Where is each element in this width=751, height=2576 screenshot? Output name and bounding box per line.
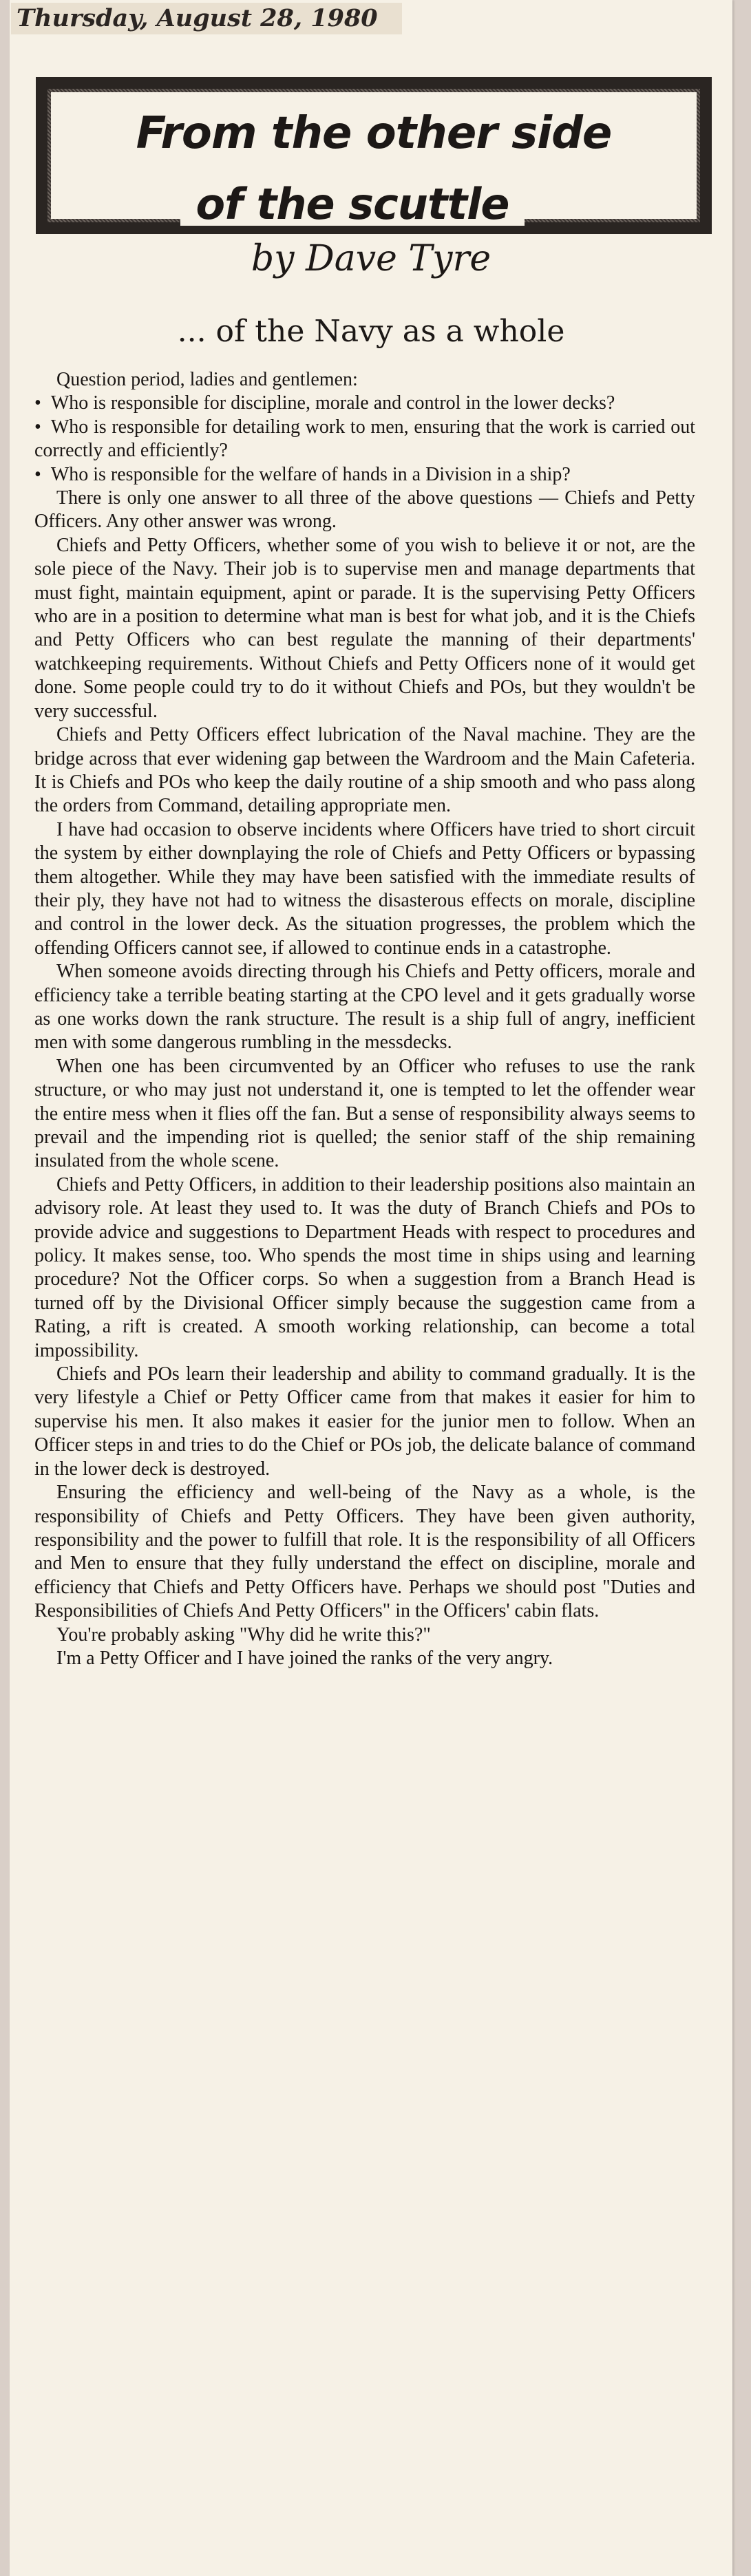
dateline: Thursday, August 28, 1980 <box>11 3 402 34</box>
body-paragraph: When someone avoids directing through his Chiefs and Petty officers, morale and efficiency take a terrible beating starting at the CPO level and it gets gradually worse as one works down the rank structure. The result is a ship full of angry, inefficient men with some dangerous rumbling in the messdecks. <box>34 961 695 1054</box>
body-paragraph: Chiefs and Petty Officers, in addition to their leadership positions also maintain an advisory role. At least they used to. It was the duty of Branch Chiefs and POs to provide advice and suggestions to Department Heads with respect to procedures and policy. It makes sense, too. Who spends the most time in ships using and learning procedure? Not the Officer corps. So when a suggestion from a Branch Head is turned off by the Divisional Officer simply because the suggestion came from a Rating, a rift is created. A smooth working relationship, can become a total impossibility. <box>34 1173 695 1361</box>
bullet-icon: • <box>34 463 41 485</box>
question-text: Who is responsible for the welfare of hands in a Division in a ship? <box>50 463 571 485</box>
byline: by Dave Tyre <box>251 238 491 279</box>
question-text: Who is responsible for detailing work to men, ensuring that the work is carried out correctly and efficiently? <box>34 416 695 462</box>
intro-paragraph: Question period, ladies and gentlemen: <box>56 369 358 390</box>
body-paragraph: You're probably asking "Why did he write this?" <box>56 1624 431 1646</box>
body-paragraph: Chiefs and Petty Officers effect lubrication of the Naval machine. They are the bridge across that ever widening gap between the Wardroom and the Main Cafeteria. It is Chiefs and POs who keep the daily routine of a ship smooth and who pass along the orders from Command, detailing appropriate men. <box>34 724 695 817</box>
newspaper-clipping <box>10 0 732 2576</box>
question-item <box>34 416 695 463</box>
question-item <box>34 392 695 415</box>
body-paragraph: There is only one answer to all three of the above questions — Chiefs and Petty Officers. Any other answer was wrong. <box>34 487 695 533</box>
question-item <box>34 463 695 487</box>
body-paragraph: Ensuring the efficiency and well-being of the Navy as a whole, is the responsibility of Chiefs and Petty Officers. They have been given authority, responsibility and the power to fulfill that role. It is the responsibility of all Officers and Men to ensure that they fully understand the effect on discipline, morale and efficiency that Chiefs and Petty Officers have. Perhaps we should post "Duties and Responsibilities of Chiefs And Petty Officers" in the Officers' cabin flats. <box>34 1482 695 1622</box>
body-paragraph: Chiefs and POs learn their leadership and ability to command gradually. It is the very lifestyle a Chief or Petty Officer came from that makes it easier for him to supervise his men. It also makes it easier for the junior men to follow. When an Officer steps in and tries to do the Chief or POs job, the delicate balance of command in the lower deck is destroyed. <box>34 1363 695 1480</box>
body-paragraph: When one has been circumvented by an Officer who refuses to use the rank structure, or who may just not understand it, one is tempted to let the offender wear the entire mess when it flies off the fan. But a sense of responsibility always seems to prevail and the impending riot is quelled; the senior staff of the ship remaining insulated from the whole scene. <box>34 1055 695 1172</box>
bullet-icon: • <box>34 416 41 438</box>
body-paragraph: Chiefs and Petty Officers, whether some of you wish to believe it or not, are the sole piece of the Navy. Their job is to supervise men and manage departments that must fight, maintain equipment, apint or parade. It is the supervising Petty Officers who are in a position to determine what man is best for what job, and it is the Chiefs and Petty Officers who can best regulate the manning of their departments' watchkeeping requirements. Without Chiefs and Petty Officers none of it would get done. Some people could try to do it without Chiefs and POs, but they wouldn't be very successful. <box>34 534 695 722</box>
article-body <box>34 368 695 1670</box>
question-text: Who is responsible for discipline, morale and control in the lower decks? <box>50 392 615 414</box>
column-title-line-1: From the other side <box>136 108 612 159</box>
body-paragraph: I have had occasion to observe incidents where Officers have tried to short circuit the system by either downplaying the role of Chiefs and Petty Officers or bypassing them altogether. While they may have been satisfied with the immediate results of their ply, they have not had to witness the disasterous effects on morale, discipline and control in the lower deck. As the situation progresses, the problem which the offending Officers cannot see, if allowed to continue ends in a catastrophe. <box>34 818 695 959</box>
closing-paragraph: I'm a Petty Officer and I have joined the ranks of the very angry. <box>56 1647 553 1669</box>
column-title-line-2: of the scuttle <box>180 183 525 226</box>
bullet-icon: • <box>34 392 41 414</box>
subhead: ... of the Navy as a whole <box>177 314 565 349</box>
